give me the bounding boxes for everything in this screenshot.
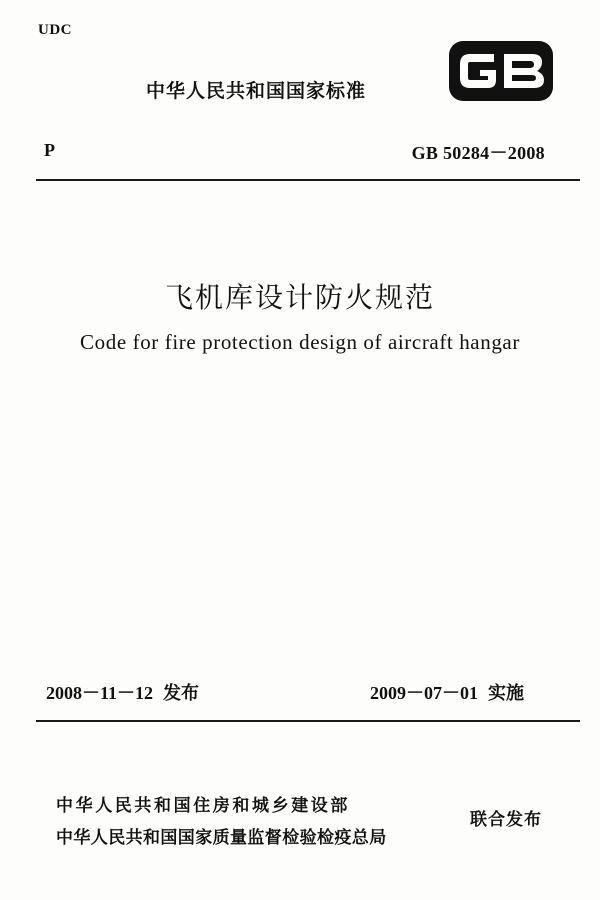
bottom-divider bbox=[36, 720, 580, 722]
title-chinese: 飞机库设计防火规范 bbox=[164, 281, 435, 314]
standard-type: 中华人民共和国国家标准 bbox=[146, 80, 367, 102]
issuer-ministry: 中华人民共和国住房和城乡建设部 bbox=[56, 796, 350, 816]
effective-date: 2009－07－01 bbox=[370, 683, 478, 703]
gb-logo bbox=[448, 40, 554, 102]
issue-date: 2008－11－12 bbox=[46, 683, 154, 703]
effective-label: 实施 bbox=[488, 683, 524, 704]
category-code: P bbox=[44, 140, 55, 160]
top-divider bbox=[36, 179, 580, 181]
standard-number: GB 50284－2008 bbox=[411, 143, 545, 163]
effective-date-block bbox=[370, 679, 524, 705]
title-english: Code for fire protection design of aircraft hangar bbox=[80, 330, 520, 354]
issue-date-block bbox=[46, 679, 199, 705]
joint-issue-label: 联合发布 bbox=[470, 810, 542, 830]
udc-label: UDC bbox=[38, 22, 72, 38]
issuing-authorities bbox=[56, 790, 387, 854]
issuer-aqsiq: 中华人民共和国国家质量监督检验检疫总局 bbox=[56, 828, 387, 848]
issue-label: 发布 bbox=[163, 683, 200, 704]
